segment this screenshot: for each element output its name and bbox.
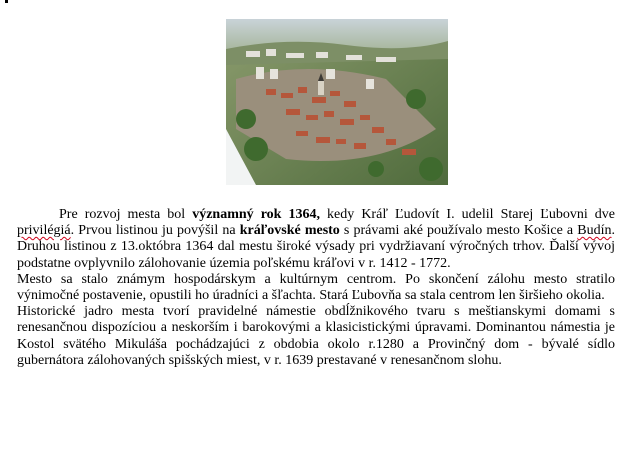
- paragraph-3: [17, 304, 615, 369]
- bold-phrase: kráľovské mesto: [239, 223, 340, 239]
- paragraph-1: [17, 207, 615, 272]
- text-run: s právami aké používalo mesto Košice a: [339, 223, 578, 239]
- text-run: Historické jadro mesta tvorí pravidelné námestie obdĺžnikového tvaru s meštianskymi domami s renesančnou dispozíciou a neskorším i barokovými a klasicistickými úpravami. Dominantou námestia je Kostol svätého Mikuláša pochádzajúci z obdobia okolo r.1280 a Provinčný dom - bývalé sídlo gubernátora zálohovaných spišských miest, v r. 1639 prestavané v renesančnom slohu.: [17, 304, 615, 368]
- text-run: Pre rozvoj mesta bol: [59, 207, 193, 222]
- article-text: [17, 207, 615, 369]
- text-run: . Druhou listinou z 13.októbra 1364 dal mestu široké výsady pri vydržiavaní výročných trhov. Ďalší vývoj podstatne ovplyvnilo zálohovanie územia poľskému kráľovi v r. 1412 - 1772.: [17, 223, 616, 271]
- text-run: kedy Kráľ Ľudovít I. udelil Starej Ľubovni dve: [320, 207, 615, 222]
- text-run: Mesto sa stalo známym hospodárskym a kultúrnym centrom. Po skončení zálohu mesto stratilo výnimočné postavenie, opustili ho úradníci a šľachta. Stará Ľubovňa sa stala centrom len širšieho okolia.: [17, 271, 615, 304]
- bold-phrase: významný rok 1364,: [192, 207, 320, 222]
- spellcheck-word: Budín: [577, 223, 612, 239]
- aerial-town-photo: [226, 19, 448, 185]
- paragraph-2: [17, 272, 615, 304]
- text-run: . Prvou listinou ju povýšil na: [70, 223, 240, 239]
- corner-mark: [5, 0, 8, 3]
- spellcheck-word: privilégiá: [17, 223, 71, 239]
